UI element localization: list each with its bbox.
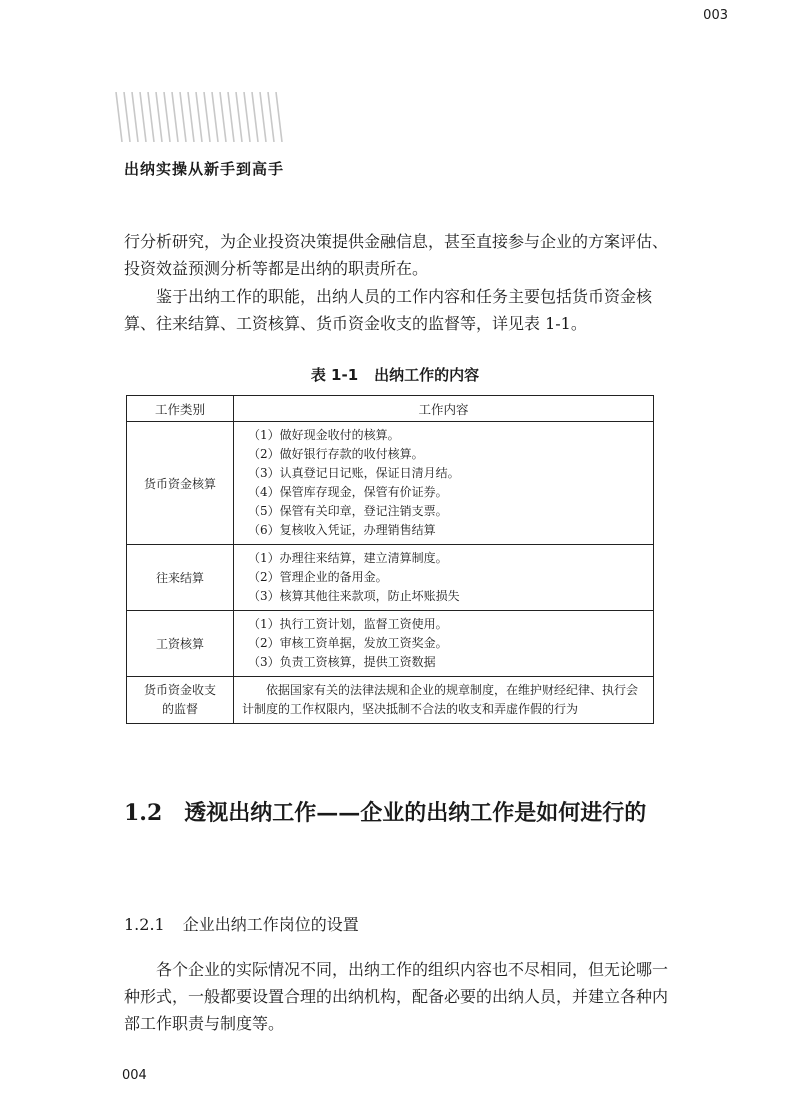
list-item: （5）保管有关印章，登记注销支票。	[248, 504, 448, 518]
subsection-heading	[124, 912, 359, 935]
paragraph-1	[124, 228, 674, 282]
section-title: 透视出纳工作——企业的出纳工作是如何进行的	[184, 800, 647, 826]
row-items	[234, 545, 654, 611]
header-stripes-decoration	[112, 92, 292, 142]
table-row	[127, 422, 654, 545]
row-items	[234, 422, 654, 545]
category-line-2: 的监督	[161, 702, 198, 716]
list-item: （3）负责工资核算，提供工资数据	[248, 655, 436, 669]
section-heading	[124, 796, 646, 827]
row-items	[234, 611, 654, 677]
book-title-header: 出纳实操从新手到高手	[124, 160, 285, 178]
list-item: （2）管理企业的备用金。	[248, 570, 388, 584]
list-item: （3）核算其他往来款项，防止坏账损失	[248, 589, 460, 603]
table-caption	[0, 364, 790, 385]
header-category: 工作类别	[127, 396, 234, 422]
list-item: （3）认真登记日记账，保证日清月结。	[248, 466, 460, 480]
list-item: （4）保管库存现金，保管有价证券。	[248, 485, 448, 499]
row-category: 货币资金核算	[127, 422, 234, 545]
paragraph-2	[124, 283, 674, 337]
list-item: （1）办理往来结算，建立清算制度。	[248, 551, 448, 565]
row-content: 依据国家有关的法律法规和企业的规章制度，在维护财经纪律、执行会计制度的工作权限内，坚决抵制不合法的收支和弄虚作假的行为	[234, 677, 654, 724]
list-item: （1）执行工资计划，监督工资使用。	[248, 617, 448, 631]
table-row	[127, 545, 654, 611]
table-number: 表 1-1	[310, 366, 359, 384]
cashier-work-table	[126, 395, 654, 724]
paragraph-1-text: 行分析研究，为企业投资决策提供金融信息，甚至直接参与企业的方案评估、投资效益预测分析等都是出纳的职责所在。	[124, 232, 669, 278]
subsection-number: 1.2.1	[124, 915, 165, 934]
table-title: 出纳工作的内容	[374, 366, 480, 384]
row-category: 往来结算	[127, 545, 234, 611]
paragraph-2-text: 鉴于出纳工作的职能，出纳人员的工作内容和任务主要包括货币资金核算、往来结算、工资核算、货币资金收支的监督等，详见表 1-1。	[124, 287, 653, 333]
table-row	[127, 677, 654, 724]
row-category: 工资核算	[127, 611, 234, 677]
list-item: （6）复核收入凭证，办理销售结算	[248, 523, 436, 537]
list-item: （2）做好银行存款的收付核算。	[248, 447, 424, 461]
list-item: （1）做好现金收付的核算。	[248, 428, 400, 442]
section-number: 1.2	[124, 800, 163, 826]
row-category	[127, 677, 234, 724]
paragraph-3	[124, 956, 674, 1037]
table-header-row	[127, 396, 654, 422]
page-number-bottom: 004	[122, 1068, 147, 1083]
table-row	[127, 611, 654, 677]
list-item: （2）审核工资单据，发放工资奖金。	[248, 636, 448, 650]
paragraph-3-text: 各个企业的实际情况不同，出纳工作的组织内容也不尽相同，但无论哪一种形式，一般都要设置合理的出纳机构，配备必要的出纳人员，并建立各种内部工作职责与制度等。	[124, 960, 669, 1033]
header-content: 工作内容	[234, 396, 654, 422]
category-line-1: 货币资金收支	[143, 683, 216, 697]
subsection-title: 企业出纳工作岗位的设置	[182, 915, 359, 934]
page-number-top: 003	[703, 8, 728, 23]
